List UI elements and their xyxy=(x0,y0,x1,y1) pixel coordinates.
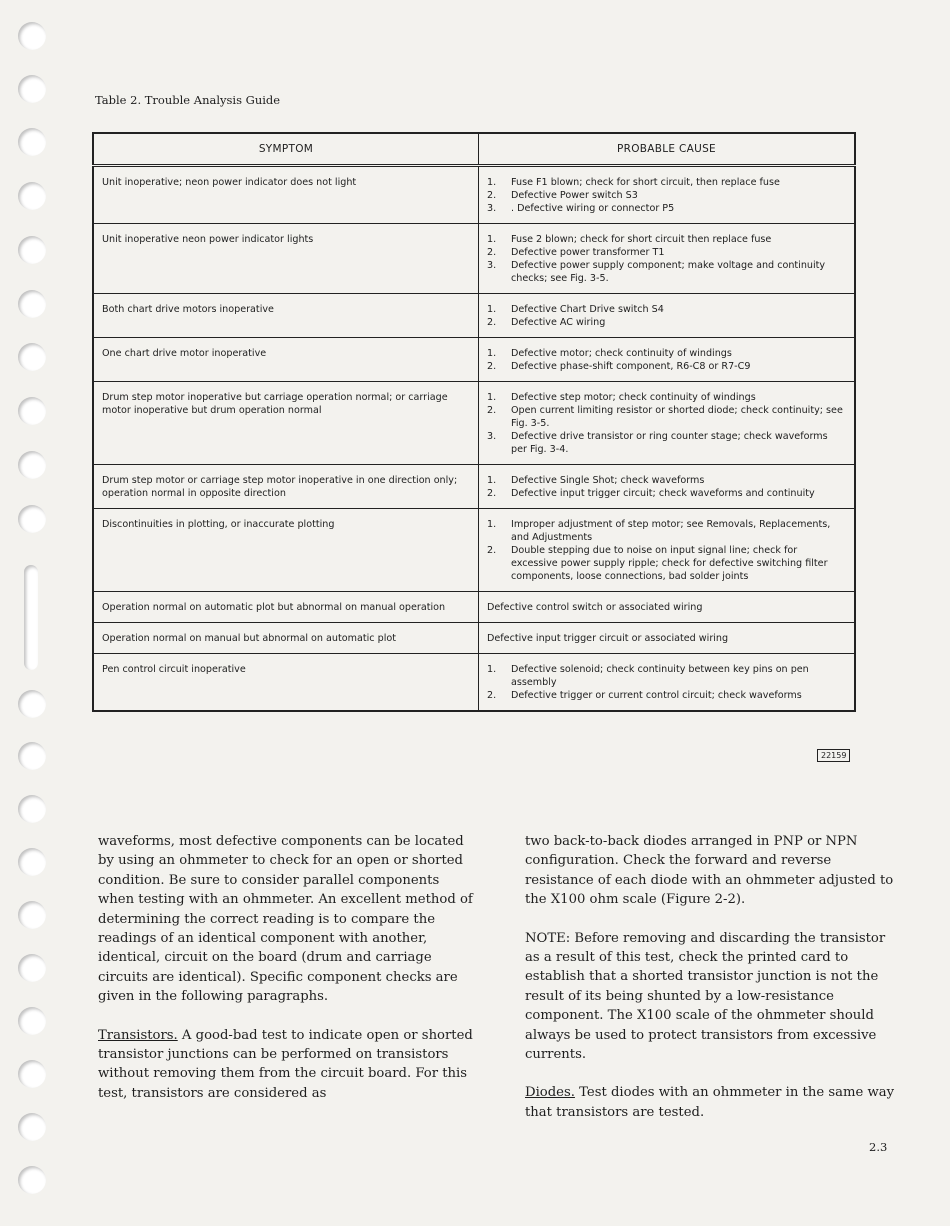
binder-hole xyxy=(18,505,46,533)
binder-hole xyxy=(18,901,46,929)
binder-hole xyxy=(18,848,46,876)
table-caption: Table 2. Trouble Analysis Guide xyxy=(95,93,281,107)
cause-text: Defective motor; check continuity of windings xyxy=(511,348,732,359)
symptom-cell: Unit inoperative; neon power indicator does not light xyxy=(93,166,479,224)
cause-text: Defective step motor; check continuity of windings xyxy=(511,392,756,403)
symptom-cell: Operation normal on manual but abnormal on automatic plot xyxy=(93,623,479,654)
transistors-heading: Transistors. xyxy=(98,1027,178,1043)
probable-cause-cell xyxy=(479,654,856,712)
cause-text: Defective AC wiring xyxy=(511,317,606,328)
probable-cause-cell xyxy=(479,465,856,509)
cause-number: 1. xyxy=(487,348,497,359)
table-row xyxy=(93,166,855,224)
cause-item xyxy=(487,430,846,456)
cause-text: Defective solenoid; check continuity between key pins on pen assembly xyxy=(511,664,809,688)
probable-cause-header: PROBABLE CAUSE xyxy=(479,133,856,166)
cause-item xyxy=(487,391,846,404)
cause-list xyxy=(487,474,846,500)
probable-cause-cell xyxy=(479,166,856,224)
cause-text: Defective Single Shot; check waveforms xyxy=(511,475,705,486)
cause-list xyxy=(487,632,846,645)
cause-item xyxy=(487,189,846,202)
cause-item xyxy=(487,487,846,500)
binder-hole xyxy=(18,236,46,264)
cause-number: 2. xyxy=(487,405,497,416)
trouble-analysis-table xyxy=(92,132,856,712)
binder-slot xyxy=(24,565,38,670)
probable-cause-cell xyxy=(479,382,856,465)
cause-number: 2. xyxy=(487,545,497,556)
table-row xyxy=(93,224,855,294)
binder-hole xyxy=(18,795,46,823)
symptom-cell: Unit inoperative neon power indicator lights xyxy=(93,224,479,294)
cause-list xyxy=(487,518,846,583)
cause-number: 1. xyxy=(487,177,497,188)
cause-item xyxy=(487,246,846,259)
table-row xyxy=(93,592,855,623)
cause-text: Defective phase-shift component, R6-C8 or R7-C9 xyxy=(511,361,751,372)
page-number: 2.3 xyxy=(869,1140,888,1154)
binder-hole xyxy=(18,742,46,770)
cause-item xyxy=(487,360,846,373)
cause-list xyxy=(487,176,846,215)
cause-number: 2. xyxy=(487,317,497,328)
cause-text: Fuse F1 blown; check for short circuit, then replace fuse xyxy=(511,177,780,188)
cause-text: Defective trigger or current control circuit; check waveforms xyxy=(511,690,802,701)
cause-item xyxy=(487,518,846,544)
symptom-cell: Drum step motor or carriage step motor inoperative in one direction only; operation normal in opposite direction xyxy=(93,465,479,509)
cause-text: Defective Power switch S3 xyxy=(511,190,638,201)
binder-hole xyxy=(18,290,46,318)
cause-text: Defective input trigger circuit or associated wiring xyxy=(487,633,729,644)
symptom-cell: Both chart drive motors inoperative xyxy=(93,294,479,338)
diodes-heading: Diodes. xyxy=(525,1085,575,1101)
table-row xyxy=(93,382,855,465)
cause-text: Defective power supply component; make voltage and continuity checks; see Fig. 3-5. xyxy=(511,260,826,284)
cause-item xyxy=(487,544,846,583)
cause-item xyxy=(487,474,846,487)
cause-number: 1. xyxy=(487,664,497,675)
binder-hole xyxy=(18,182,46,210)
probable-cause-cell xyxy=(479,592,856,623)
cause-number: 3. xyxy=(487,203,497,214)
cause-item xyxy=(487,632,846,645)
cause-text: . Defective wiring or connector P5 xyxy=(511,203,675,214)
cause-item xyxy=(487,347,846,360)
cause-text: Defective power transformer T1 xyxy=(511,247,665,258)
symptom-header: SYMPTOM xyxy=(93,133,479,166)
binder-hole xyxy=(18,1113,46,1141)
paragraph: two back-to-back diodes arranged in PNP or NPN configuration. Check the forward and reverse resistance of each diode with an ohmmeter adjusted to the X100 ohm scale (Figure 2-2). xyxy=(525,834,894,908)
binder-hole xyxy=(18,690,46,718)
cause-text: Open current limiting resistor or shorted diode; check continuity; see Fig. 3-5. xyxy=(511,405,843,429)
cause-text: Fuse 2 blown; check for short circuit then replace fuse xyxy=(511,234,772,245)
probable-cause-cell xyxy=(479,224,856,294)
cause-item xyxy=(487,259,846,285)
cause-item xyxy=(487,233,846,246)
cause-item xyxy=(487,404,846,430)
table-row xyxy=(93,465,855,509)
cause-text: Defective drive transistor or ring counter stage; check waveforms per Fig. 3-4. xyxy=(511,431,828,455)
cause-number: 3. xyxy=(487,431,497,442)
cause-list xyxy=(487,391,846,456)
cause-number: 1. xyxy=(487,304,497,315)
table-body xyxy=(93,166,855,712)
cause-text: Defective control switch or associated wiring xyxy=(487,602,703,613)
table-row xyxy=(93,294,855,338)
binder-hole xyxy=(18,22,46,50)
symptom-cell: One chart drive motor inoperative xyxy=(93,338,479,382)
cause-number: 2. xyxy=(487,361,497,372)
binder-hole xyxy=(18,1007,46,1035)
cause-item xyxy=(487,663,846,689)
cause-list xyxy=(487,663,846,702)
binder-hole xyxy=(18,1060,46,1088)
cause-item xyxy=(487,303,846,316)
cause-number: 1. xyxy=(487,234,497,245)
right-text-column xyxy=(525,832,903,1141)
binder-hole xyxy=(18,75,46,103)
table-row xyxy=(93,654,855,712)
paragraph-text: A good-bad test to indicate open or shorted transistor junctions can be performed on transistors without removing them from the circuit board. For this test, transistors are considered as xyxy=(98,1027,473,1101)
probable-cause-cell xyxy=(479,338,856,382)
symptom-cell: Discontinuities in plotting, or inaccurate plotting xyxy=(93,509,479,592)
probable-cause-cell xyxy=(479,623,856,654)
cause-text: Double stepping due to noise on input signal line; check for excessive power supply ripple; check for defective switching filter components, loose connections, bad solder joints xyxy=(511,545,828,582)
cause-list xyxy=(487,303,846,329)
cause-text: Defective Chart Drive switch S4 xyxy=(511,304,664,315)
cause-number: 1. xyxy=(487,519,497,530)
paragraph: waveforms, most defective components can be located by using an ohmmeter to check for an open or shorted condition. Be sure to consider parallel components when testing with an ohmmeter. An excellent method of determining the correct reading is to compare the readings of an identical component with another, identical, circuit on the board (drum and carriage circuits are identical). Specific component checks are given in the following paragraphs. xyxy=(98,834,473,1005)
binder-hole xyxy=(18,954,46,982)
cause-number: 1. xyxy=(487,392,497,403)
cause-number: 3. xyxy=(487,260,497,271)
cause-number: 2. xyxy=(487,690,497,701)
probable-cause-cell xyxy=(479,294,856,338)
binder-hole xyxy=(18,397,46,425)
table-header-row xyxy=(93,133,855,166)
paragraph xyxy=(525,1083,903,1122)
cause-item xyxy=(487,316,846,329)
symptom-cell: Pen control circuit inoperative xyxy=(93,654,479,712)
cause-list xyxy=(487,347,846,373)
cause-item xyxy=(487,202,846,215)
table-row xyxy=(93,509,855,592)
binder-hole xyxy=(18,128,46,156)
cause-item xyxy=(487,176,846,189)
binder-hole xyxy=(18,343,46,371)
figure-number: 22159 xyxy=(817,749,850,762)
paragraph xyxy=(98,1026,476,1104)
symptom-cell: Operation normal on automatic plot but abnormal on manual operation xyxy=(93,592,479,623)
note-paragraph: NOTE: Before removing and discarding the transistor as a result of this test, check the printed card to establish that a shorted transistor junction is not the result of its being shunted by a low-resistance component. The X100 scale of the ohmmeter should always be used to protect transistors from excessive currents. xyxy=(525,930,886,1063)
table-row xyxy=(93,338,855,382)
cause-text: Defective input trigger circuit; check waveforms and continuity xyxy=(511,488,815,499)
cause-list xyxy=(487,601,846,614)
symptom-cell: Drum step motor inoperative but carriage operation normal; or carriage motor inoperative but drum operation normal xyxy=(93,382,479,465)
cause-number: 1. xyxy=(487,475,497,486)
cause-number: 2. xyxy=(487,488,497,499)
paragraph-text: Test diodes with an ohmmeter in the same way that transistors are tested. xyxy=(525,1085,895,1120)
cause-text: Improper adjustment of step motor; see Removals, Replacements, and Adjustments xyxy=(511,519,831,543)
left-text-column xyxy=(98,832,476,1122)
cause-number: 2. xyxy=(487,190,497,201)
binder-hole xyxy=(18,1166,46,1194)
cause-list xyxy=(487,233,846,285)
table-row xyxy=(93,623,855,654)
cause-item xyxy=(487,689,846,702)
cause-item xyxy=(487,601,846,614)
cause-number: 2. xyxy=(487,247,497,258)
probable-cause-cell xyxy=(479,509,856,592)
binder-hole xyxy=(18,451,46,479)
